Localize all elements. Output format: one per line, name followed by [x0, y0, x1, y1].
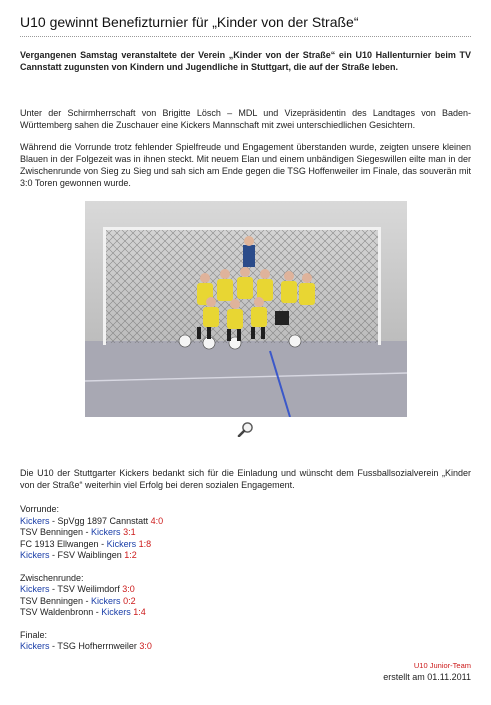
match-sep: -	[49, 641, 58, 651]
results-finale	[20, 630, 471, 653]
results-vorrunde	[20, 504, 471, 562]
match-away: Kickers	[91, 527, 121, 537]
match-row	[20, 527, 471, 539]
article-lead: Vergangenen Samstag veranstaltete der Verein „Kinder von der Straße“ ein U10 Hallenturnier beim TV Cannstatt zugunsten von Kindern und Jugendliche in Stuttgart, die auf der Straße leben.	[20, 50, 471, 72]
results-heading: Zwischenrunde:	[20, 572, 84, 583]
match-row	[20, 584, 471, 596]
match-row	[20, 641, 471, 653]
results-zwischenrunde	[20, 573, 471, 619]
match-home: Kickers	[20, 550, 50, 560]
signature	[383, 660, 471, 684]
match-home: TSV Benningen	[20, 527, 84, 537]
match-away: SpVgg 1897 Cannstatt	[57, 515, 149, 526]
match-home: TSV Waldenbronn	[20, 607, 94, 617]
match-away: TSG Hofherrnweiler	[57, 641, 137, 651]
match-away: Kickers	[91, 595, 121, 606]
match-home: Kickers	[20, 584, 50, 594]
paragraph-3: Die U10 der Stuttgarter Kickers bedankt sich für die Einladung und wünscht dem Fussballsozialverein „Kinder von der Straße“ weiterhin viel Erfolg bei deren sozialen Engagement.	[20, 468, 471, 490]
match-sep: -	[93, 607, 102, 617]
article-title: U10 gewinnt Benefizturnier für „Kinder von der Straße“	[20, 14, 471, 37]
match-away: FSV Waiblingen	[57, 550, 122, 560]
match-home: TSV Benningen	[20, 595, 84, 606]
match-score: 1:2	[124, 550, 137, 560]
match-home: Kickers	[20, 641, 50, 651]
match-score: 3:0	[139, 641, 152, 651]
match-score: 3:0	[122, 584, 135, 594]
paragraph-1: Unter der Schirmherrschaft von Brigitte Lösch – MDL und Vizepräsidentin des Landtages von Baden-Württemberg sahen die Zuschauer eine Kickers Mannschaft mit zwei unterschiedlichen Gesichtern.	[20, 108, 471, 130]
match-home: FC 1913 Ellwangen	[20, 538, 99, 549]
match-score: 4:0	[150, 515, 164, 526]
signature-team: U10 Junior-Team	[413, 661, 471, 670]
team-photo-illustration	[85, 201, 407, 417]
match-row	[20, 550, 471, 562]
match-row	[20, 596, 471, 608]
match-away: Kickers	[106, 538, 137, 549]
match-away: TSV Weilimdorf	[57, 584, 120, 594]
match-row	[20, 539, 471, 551]
signature-date: erstellt am 01.11.2011	[383, 672, 471, 682]
match-sep: -	[83, 595, 92, 606]
match-sep: -	[49, 550, 58, 560]
match-score: 1:4	[133, 607, 146, 617]
match-sep: -	[98, 538, 107, 549]
article	[20, 0, 471, 664]
paragraph-2: Während die Vorrunde trotz fehlender Spielfreude und Engagement überstanden wurde, zeigten unsere kleinen Blauen in der Folgezeit was in ihnen steckt. Mit neuem Elan und einem unbändigen Siegeswillen eilte man in der Zwischenrunde von Sieg zu Sieg und sah sich am Ende gegen die TSG Hoffenweiler im Finale, das souverän mit 3:0 Toren gewonnen wurde.	[20, 142, 471, 188]
match-row	[20, 607, 471, 619]
magnifier-icon[interactable]	[237, 421, 255, 437]
results-heading: Vorrunde:	[20, 504, 60, 514]
match-sep: -	[49, 515, 58, 526]
results-heading: Finale:	[20, 629, 48, 640]
match-row	[20, 516, 471, 528]
match-sep: -	[49, 584, 58, 594]
match-home: Kickers	[20, 515, 50, 526]
match-score: 1:8	[138, 538, 152, 549]
team-photo[interactable]	[85, 201, 407, 417]
results	[20, 504, 471, 653]
match-score: 0:2	[123, 595, 136, 606]
match-away: Kickers	[101, 607, 131, 617]
match-score: 3:1	[123, 527, 136, 537]
match-sep: -	[83, 527, 92, 537]
